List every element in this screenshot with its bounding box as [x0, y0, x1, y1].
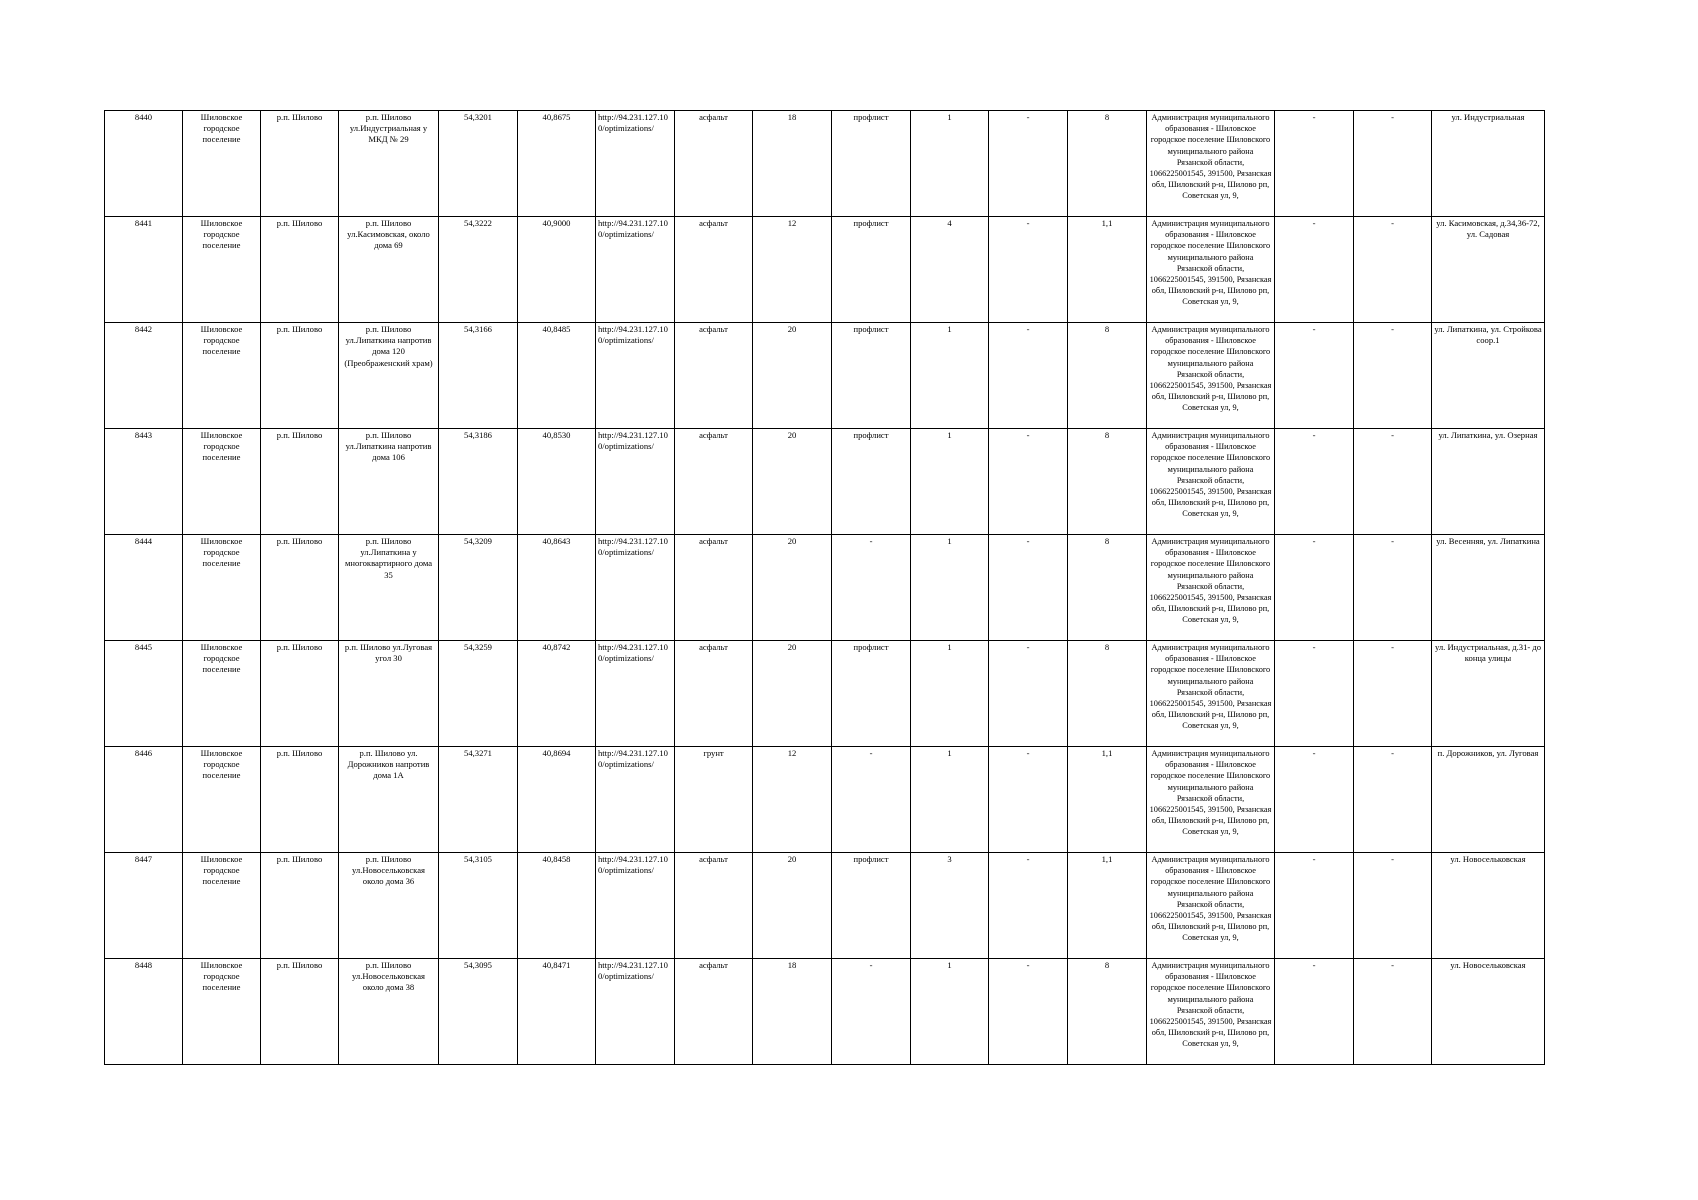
- cell-settlement: Шиловское городское поселение: [183, 535, 261, 641]
- cell-owner-info: Администрация муниципального образования - Шиловское городское поселение Шиловского муниципального района Рязанской области, 1066225001545, 391500, Рязанская обл, Шиловский р-н, Шилово рп, Советская ул, 9,: [1147, 747, 1275, 853]
- cell-site-address: р.п. Шилово ул. Дорожников напротив дома 1А: [339, 747, 439, 853]
- cell-bunker-count: -: [989, 429, 1068, 535]
- cell-latitude: 54,3209: [439, 535, 518, 641]
- cell-containers-count: 1: [911, 641, 989, 747]
- cell-extra-2: -: [1354, 111, 1432, 217]
- cell-bunker-count: -: [989, 535, 1068, 641]
- cell-scheme-link[interactable]: http://94.231.127.100/optimizations/: [596, 111, 675, 217]
- cell-row-number: 8446: [105, 747, 183, 853]
- cell-site-address: р.п. Шилово ул.Новосельковская около дома 38: [339, 959, 439, 1065]
- cell-scheme-link[interactable]: http://94.231.127.100/optimizations/: [596, 641, 675, 747]
- cell-fence-material: профлист: [832, 217, 911, 323]
- cell-containers-count: 1: [911, 111, 989, 217]
- cell-owner-info: Администрация муниципального образования - Шиловское городское поселение Шиловского муниципального района Рязанской области, 1066225001545, 391500, Рязанская обл, Шиловский р-н, Шилово рп, Советская ул, 9,: [1147, 535, 1275, 641]
- cell-fence-material: -: [832, 747, 911, 853]
- cell-latitude: 54,3271: [439, 747, 518, 853]
- cell-served-streets: ул. Касимовская, д.34,36-72, ул. Садовая: [1432, 217, 1545, 323]
- cell-surface-type: асфальт: [675, 959, 753, 1065]
- cell-surface-type: асфальт: [675, 217, 753, 323]
- cell-scheme-link[interactable]: http://94.231.127.100/optimizations/: [596, 535, 675, 641]
- cell-longitude: 40,8742: [518, 641, 596, 747]
- cell-site-address: р.п. Шилово ул.Луговая угол 30: [339, 641, 439, 747]
- cell-scheme-link[interactable]: http://94.231.127.100/optimizations/: [596, 429, 675, 535]
- cell-locality: р.п. Шилово: [261, 429, 339, 535]
- cell-settlement: Шиловское городское поселение: [183, 323, 261, 429]
- table-row: [105, 747, 1545, 853]
- cell-extra-2: -: [1354, 323, 1432, 429]
- registry-table: [104, 110, 1545, 1065]
- cell-locality: р.п. Шилово: [261, 217, 339, 323]
- cell-bunker-count: -: [989, 853, 1068, 959]
- cell-site-address: р.п. Шилово ул.Индустриальная у МКД № 29: [339, 111, 439, 217]
- cell-longitude: 40,8471: [518, 959, 596, 1065]
- table-row: [105, 535, 1545, 641]
- cell-extra-1: -: [1275, 217, 1354, 323]
- cell-served-streets: ул. Весенняя, ул. Липаткина: [1432, 535, 1545, 641]
- cell-extra-1: -: [1275, 323, 1354, 429]
- cell-locality: р.п. Шилово: [261, 747, 339, 853]
- cell-container-volume: 8: [1068, 641, 1147, 747]
- cell-latitude: 54,3201: [439, 111, 518, 217]
- cell-extra-1: -: [1275, 429, 1354, 535]
- cell-owner-info: Администрация муниципального образования - Шиловское городское поселение Шиловского муниципального района Рязанской области, 1066225001545, 391500, Рязанская обл, Шиловский р-н, Шилово рп, Советская ул, 9,: [1147, 853, 1275, 959]
- cell-extra-1: -: [1275, 747, 1354, 853]
- cell-extra-2: -: [1354, 429, 1432, 535]
- cell-extra-2: -: [1354, 217, 1432, 323]
- cell-row-number: 8444: [105, 535, 183, 641]
- cell-owner-info: Администрация муниципального образования - Шиловское городское поселение Шиловского муниципального района Рязанской области, 1066225001545, 391500, Рязанская обл, Шиловский р-н, Шилово рп, Советская ул, 9,: [1147, 323, 1275, 429]
- table-row: [105, 217, 1545, 323]
- cell-containers-count: 1: [911, 747, 989, 853]
- cell-area: 20: [753, 535, 832, 641]
- cell-extra-2: -: [1354, 853, 1432, 959]
- cell-containers-count: 3: [911, 853, 989, 959]
- cell-latitude: 54,3105: [439, 853, 518, 959]
- cell-latitude: 54,3095: [439, 959, 518, 1065]
- cell-scheme-link[interactable]: http://94.231.127.100/optimizations/: [596, 747, 675, 853]
- cell-bunker-count: -: [989, 323, 1068, 429]
- cell-surface-type: асфальт: [675, 111, 753, 217]
- cell-fence-material: профлист: [832, 641, 911, 747]
- cell-containers-count: 1: [911, 323, 989, 429]
- cell-fence-material: -: [832, 959, 911, 1065]
- table-row: [105, 641, 1545, 747]
- cell-row-number: 8445: [105, 641, 183, 747]
- cell-container-volume: 8: [1068, 323, 1147, 429]
- cell-latitude: 54,3166: [439, 323, 518, 429]
- cell-container-volume: 8: [1068, 959, 1147, 1065]
- cell-surface-type: асфальт: [675, 641, 753, 747]
- cell-settlement: Шиловское городское поселение: [183, 959, 261, 1065]
- cell-extra-2: -: [1354, 747, 1432, 853]
- cell-row-number: 8442: [105, 323, 183, 429]
- cell-owner-info: Администрация муниципального образования - Шиловское городское поселение Шиловского муниципального района Рязанской области, 1066225001545, 391500, Рязанская обл, Шиловский р-н, Шилово рп, Советская ул, 9,: [1147, 217, 1275, 323]
- cell-fence-material: профлист: [832, 853, 911, 959]
- cell-containers-count: 1: [911, 959, 989, 1065]
- cell-bunker-count: -: [989, 111, 1068, 217]
- cell-extra-1: -: [1275, 641, 1354, 747]
- cell-extra-1: -: [1275, 111, 1354, 217]
- table-row: [105, 111, 1545, 217]
- cell-settlement: Шиловское городское поселение: [183, 217, 261, 323]
- cell-bunker-count: -: [989, 747, 1068, 853]
- cell-row-number: 8443: [105, 429, 183, 535]
- cell-site-address: р.п. Шилово ул.Новосельковская около дома 36: [339, 853, 439, 959]
- cell-served-streets: ул. Индустриальная: [1432, 111, 1545, 217]
- cell-scheme-link[interactable]: http://94.231.127.100/optimizations/: [596, 853, 675, 959]
- cell-row-number: 8441: [105, 217, 183, 323]
- cell-longitude: 40,8694: [518, 747, 596, 853]
- cell-area: 18: [753, 959, 832, 1065]
- cell-settlement: Шиловское городское поселение: [183, 111, 261, 217]
- cell-extra-1: -: [1275, 535, 1354, 641]
- cell-served-streets: ул. Новосельковская: [1432, 853, 1545, 959]
- cell-locality: р.п. Шилово: [261, 323, 339, 429]
- table-row: [105, 323, 1545, 429]
- cell-latitude: 54,3186: [439, 429, 518, 535]
- cell-fence-material: профлист: [832, 323, 911, 429]
- cell-area: 20: [753, 429, 832, 535]
- table-row: [105, 853, 1545, 959]
- cell-extra-2: -: [1354, 535, 1432, 641]
- cell-locality: р.п. Шилово: [261, 641, 339, 747]
- cell-scheme-link[interactable]: http://94.231.127.100/optimizations/: [596, 217, 675, 323]
- cell-settlement: Шиловское городское поселение: [183, 853, 261, 959]
- cell-owner-info: Администрация муниципального образования - Шиловское городское поселение Шиловского муниципального района Рязанской области, 1066225001545, 391500, Рязанская обл, Шиловский р-н, Шилово рп, Советская ул, 9,: [1147, 641, 1275, 747]
- cell-longitude: 40,8530: [518, 429, 596, 535]
- cell-container-volume: 8: [1068, 429, 1147, 535]
- cell-area: 12: [753, 217, 832, 323]
- cell-longitude: 40,8458: [518, 853, 596, 959]
- cell-row-number: 8440: [105, 111, 183, 217]
- cell-container-volume: 1,1: [1068, 217, 1147, 323]
- cell-fence-material: -: [832, 535, 911, 641]
- cell-area: 20: [753, 323, 832, 429]
- cell-containers-count: 1: [911, 429, 989, 535]
- cell-site-address: р.п. Шилово ул.Липаткина напротив дома 120 (Преображенский храм): [339, 323, 439, 429]
- cell-area: 20: [753, 641, 832, 747]
- cell-scheme-link[interactable]: http://94.231.127.100/optimizations/: [596, 323, 675, 429]
- cell-locality: р.п. Шилово: [261, 959, 339, 1065]
- cell-locality: р.п. Шилово: [261, 111, 339, 217]
- cell-fence-material: профлист: [832, 429, 911, 535]
- cell-site-address: р.п. Шилово ул.Касимовская, около дома 69: [339, 217, 439, 323]
- cell-settlement: Шиловское городское поселение: [183, 429, 261, 535]
- cell-served-streets: ул. Липаткина, ул. Озерная: [1432, 429, 1545, 535]
- cell-surface-type: асфальт: [675, 323, 753, 429]
- cell-surface-type: грунт: [675, 747, 753, 853]
- cell-latitude: 54,3259: [439, 641, 518, 747]
- cell-served-streets: п. Дорожников, ул. Луговая: [1432, 747, 1545, 853]
- cell-owner-info: Администрация муниципального образования - Шиловское городское поселение Шиловского муниципального района Рязанской области, 1066225001545, 391500, Рязанская обл, Шиловский р-н, Шилово рп, Советская ул, 9,: [1147, 429, 1275, 535]
- cell-latitude: 54,3222: [439, 217, 518, 323]
- cell-row-number: 8447: [105, 853, 183, 959]
- cell-bunker-count: -: [989, 959, 1068, 1065]
- cell-scheme-link[interactable]: http://94.231.127.100/optimizations/: [596, 959, 675, 1065]
- cell-longitude: 40,8643: [518, 535, 596, 641]
- cell-surface-type: асфальт: [675, 429, 753, 535]
- table-row: [105, 959, 1545, 1065]
- cell-site-address: р.п. Шилово ул.Липаткина у многоквартирного дома 35: [339, 535, 439, 641]
- cell-surface-type: асфальт: [675, 535, 753, 641]
- cell-extra-1: -: [1275, 853, 1354, 959]
- cell-container-volume: 1,1: [1068, 853, 1147, 959]
- cell-extra-2: -: [1354, 959, 1432, 1065]
- cell-settlement: Шиловское городское поселение: [183, 641, 261, 747]
- cell-served-streets: ул. Новосельковская: [1432, 959, 1545, 1065]
- cell-locality: р.п. Шилово: [261, 853, 339, 959]
- cell-bunker-count: -: [989, 641, 1068, 747]
- cell-area: 18: [753, 111, 832, 217]
- cell-area: 20: [753, 853, 832, 959]
- cell-containers-count: 4: [911, 217, 989, 323]
- cell-served-streets: ул. Индустриальная, д.31- до конца улицы: [1432, 641, 1545, 747]
- cell-area: 12: [753, 747, 832, 853]
- cell-surface-type: асфальт: [675, 853, 753, 959]
- cell-longitude: 40,9000: [518, 217, 596, 323]
- cell-longitude: 40,8485: [518, 323, 596, 429]
- cell-container-volume: 1,1: [1068, 747, 1147, 853]
- cell-bunker-count: -: [989, 217, 1068, 323]
- cell-extra-1: -: [1275, 959, 1354, 1065]
- cell-container-volume: 8: [1068, 535, 1147, 641]
- cell-owner-info: Администрация муниципального образования - Шиловское городское поселение Шиловского муниципального района Рязанской области, 1066225001545, 391500, Рязанская обл, Шиловский р-н, Шилово рп, Советская ул, 9,: [1147, 111, 1275, 217]
- cell-owner-info: Администрация муниципального образования - Шиловское городское поселение Шиловского муниципального района Рязанской области, 1066225001545, 391500, Рязанская обл, Шиловский р-н, Шилово рп, Советская ул, 9,: [1147, 959, 1275, 1065]
- cell-locality: р.п. Шилово: [261, 535, 339, 641]
- cell-row-number: 8448: [105, 959, 183, 1065]
- table-row: [105, 429, 1545, 535]
- cell-settlement: Шиловское городское поселение: [183, 747, 261, 853]
- cell-container-volume: 8: [1068, 111, 1147, 217]
- cell-longitude: 40,8675: [518, 111, 596, 217]
- cell-extra-2: -: [1354, 641, 1432, 747]
- cell-site-address: р.п. Шилово ул.Липаткина напротив дома 106: [339, 429, 439, 535]
- cell-served-streets: ул. Липаткина, ул. Стройкова соор.1: [1432, 323, 1545, 429]
- cell-containers-count: 1: [911, 535, 989, 641]
- cell-fence-material: профлист: [832, 111, 911, 217]
